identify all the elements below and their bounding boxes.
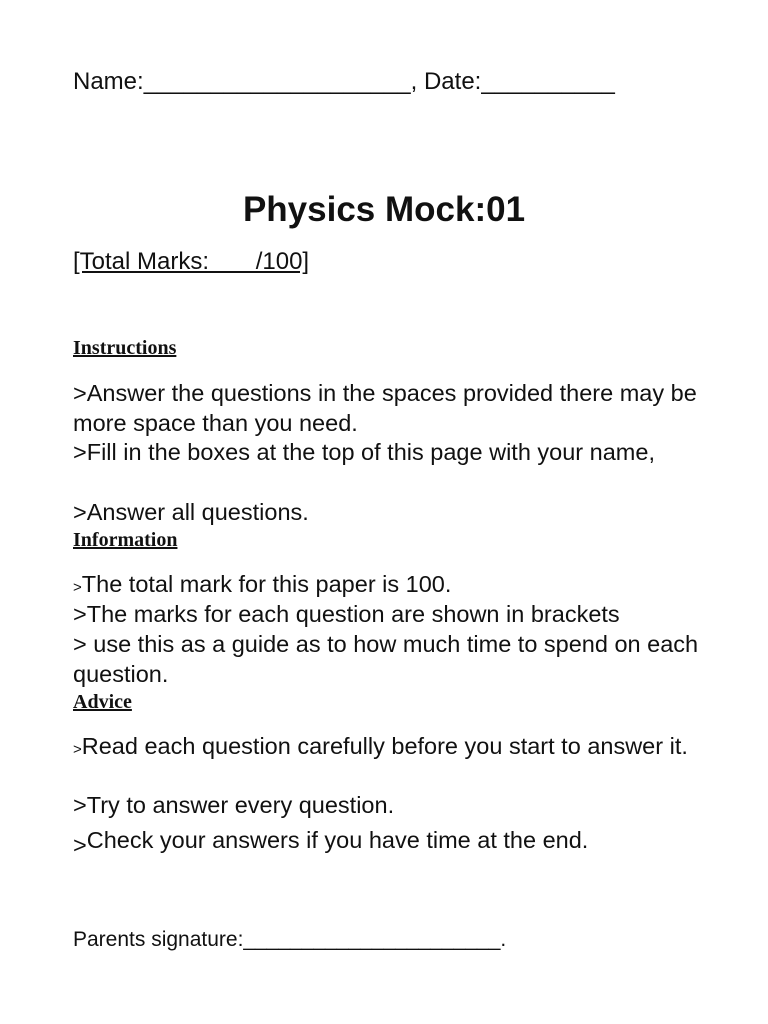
advice-text: Check your answers if you have time at the end. [86, 827, 589, 853]
bullet-marker: > [73, 380, 87, 406]
bullet-marker: > [73, 832, 87, 858]
information-item [73, 599, 713, 629]
advice-item [73, 825, 713, 858]
page-title: Physics Mock:01 [242, 190, 526, 229]
advice-text: Try to answer every question. [86, 792, 395, 818]
instruction-item [73, 437, 713, 467]
advice-item [73, 731, 713, 765]
instruction-item [73, 497, 713, 527]
bullet-marker: > [73, 792, 87, 818]
bullet-marker: > [73, 579, 82, 596]
information-text: The total mark for this paper is 100. [81, 571, 452, 597]
information-text: The marks for each question are shown in brackets [86, 601, 620, 627]
bullet-marker: > [73, 439, 87, 465]
advice-item [73, 790, 713, 820]
instruction-text: Answer all questions. [86, 499, 309, 525]
name-date-line: Name:____________________, Date:__________ [73, 68, 615, 95]
parents-signature-line: Parents signature:______________________. [73, 928, 507, 951]
bullet-marker: > [73, 741, 82, 758]
bullet-marker: > [73, 631, 87, 657]
bullet-marker: > [73, 499, 87, 525]
instruction-text: Fill in the boxes at the top of this page with your name, [86, 439, 655, 465]
bullet-marker: > [73, 601, 87, 627]
advice-text: Read each question carefully before you start to answer it. [81, 733, 688, 759]
information-item [73, 629, 713, 689]
instruction-item [73, 378, 713, 438]
information-heading: Information [73, 529, 178, 551]
total-marks: [Total Marks: /100] [73, 248, 310, 275]
information-text: use this as a guide as to how much time to spend on each question. [73, 631, 699, 687]
information-item [73, 569, 713, 603]
advice-heading: Advice [73, 691, 132, 713]
instruction-text: Answer the questions in the spaces provided there may be more space than you need. [73, 380, 697, 436]
instructions-heading: Instructions [73, 337, 177, 359]
